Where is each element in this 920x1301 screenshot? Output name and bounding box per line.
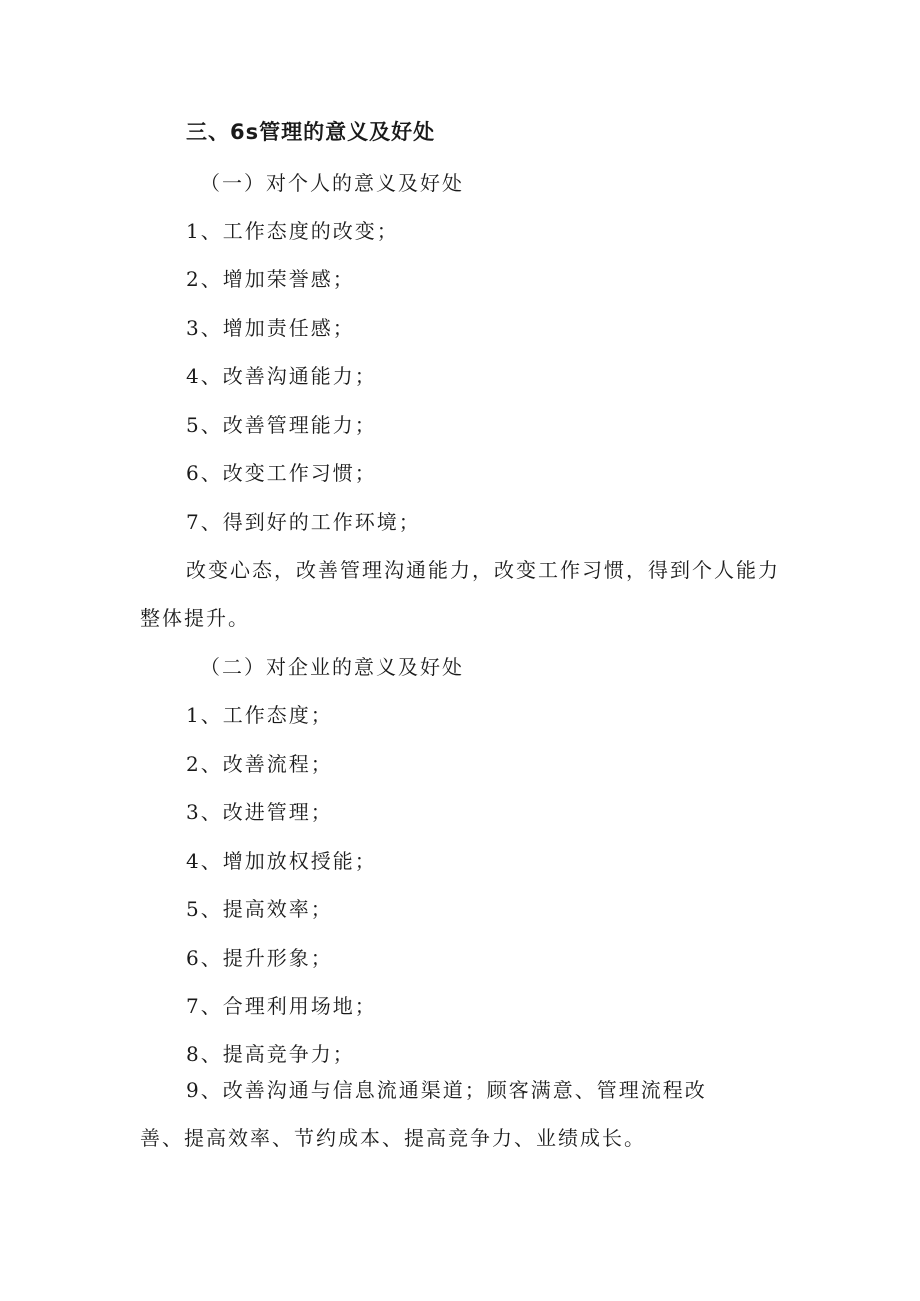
list-item: 3、改进管理； bbox=[186, 800, 333, 824]
summary-paragraph-line: 整体提升。 bbox=[140, 606, 250, 630]
list-item: 4、增加放权授能； bbox=[186, 849, 377, 873]
list-item: 1、工作态度； bbox=[186, 703, 333, 727]
list-item: 5、改善管理能力； bbox=[186, 413, 377, 437]
section-heading: 三、6s管理的意义及好处 bbox=[186, 120, 436, 144]
list-item: 4、改善沟通能力； bbox=[186, 364, 377, 388]
subsection-title-personal: （一）对个人的意义及好处 bbox=[200, 171, 464, 195]
list-item: 6、提升形象； bbox=[186, 946, 333, 970]
summary-paragraph-line: 改变心态，改善管理沟通能力，改变工作习惯，得到个人能力 bbox=[186, 558, 780, 582]
list-item: 2、改善流程； bbox=[186, 752, 333, 776]
subsection-title-enterprise: （二）对企业的意义及好处 bbox=[200, 655, 464, 679]
list-item: 5、提高效率； bbox=[186, 897, 333, 921]
list-item: 3、增加责任感； bbox=[186, 316, 355, 340]
list-item-wrapped: 9、改善沟通与信息流通渠道；顾客满意、管理流程改 bbox=[186, 1078, 707, 1102]
list-item: 8、提高竞争力； bbox=[186, 1042, 355, 1066]
list-item: 1、工作态度的改变； bbox=[186, 219, 399, 243]
list-item: 7、得到好的工作环境； bbox=[186, 510, 421, 534]
list-item: 7、合理利用场地； bbox=[186, 994, 377, 1018]
list-item-wrapped-continuation: 善、提高效率、节约成本、提高竞争力、业绩成长。 bbox=[140, 1126, 646, 1150]
list-item: 6、改变工作习惯； bbox=[186, 461, 377, 485]
list-item: 2、增加荣誉感； bbox=[186, 267, 355, 291]
